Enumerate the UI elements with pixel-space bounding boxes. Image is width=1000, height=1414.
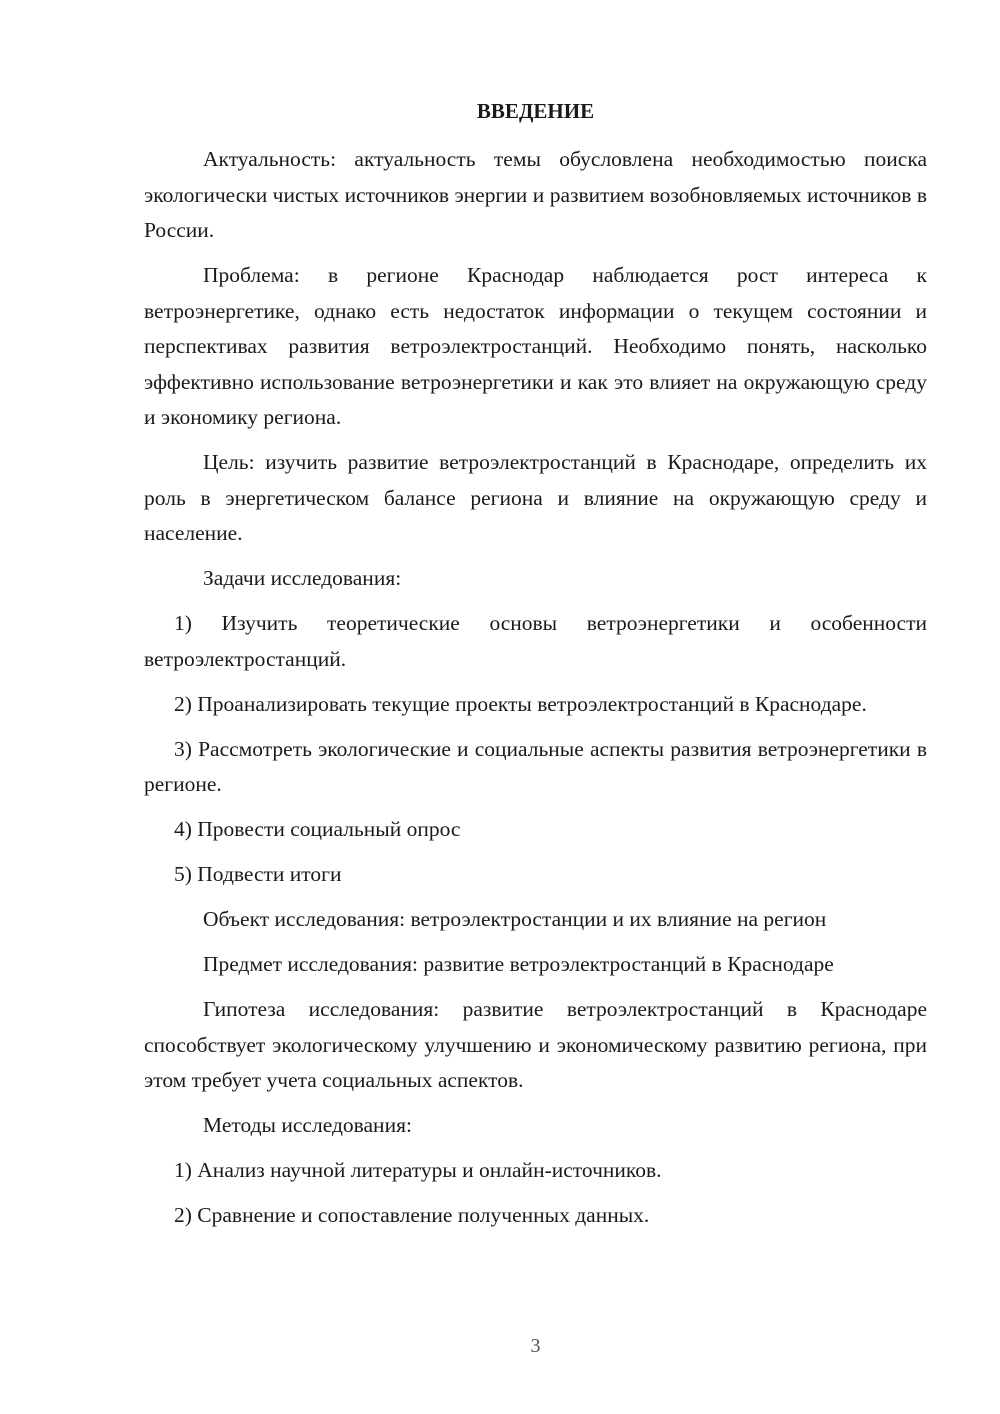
page-number: 3 bbox=[530, 1335, 541, 1357]
task-item-1: 1) Изучить теоретические основы ветроэнергетики и особенности ветроэлектростанций. bbox=[144, 611, 927, 671]
paragraph-methods-heading: Методы исследования: bbox=[203, 1113, 412, 1137]
paragraph-object: Объект исследования: ветроэлектростанции и их влияние на регион bbox=[203, 907, 827, 931]
paragraph-problem: Проблема: в регионе Краснодар наблюдается рост интереса к ветроэнергетике, однако есть недостаток информации о текущем состоянии и перспективах развития ветроэлектростанций. Необходимо понять, насколько эффективно использование ветроэнергетики и как это влияет на окружающую среду и экономику региона. bbox=[144, 263, 927, 429]
paragraph-hypothesis: Гипотеза исследования: развитие ветроэлектростанций в Краснодаре способствует экологическому улучшению и экономическому развитию региона, при этом требует учета социальных аспектов. bbox=[144, 997, 927, 1092]
document-body bbox=[144, 142, 927, 1243]
paragraph-tasks-heading: Задачи исследования: bbox=[203, 566, 402, 590]
page-title: ВВЕДЕНИЕ bbox=[476, 99, 595, 123]
method-item-2: 2) Сравнение и сопоставление полученных данных. bbox=[174, 1203, 650, 1227]
task-item-5: 5) Подвести итоги bbox=[174, 862, 342, 886]
paragraph-goal: Цель: изучить развитие ветроэлектростанций в Краснодаре, определить их роль в энергетическом балансе региона и влияние на окружающую среду и население. bbox=[144, 450, 927, 545]
paragraph-subject: Предмет исследования: развитие ветроэлектростанций в Краснодаре bbox=[203, 952, 834, 976]
method-item-1: 1) Анализ научной литературы и онлайн-источников. bbox=[174, 1158, 662, 1182]
task-item-2: 2) Проанализировать текущие проекты ветроэлектростанций в Краснодаре. bbox=[174, 691, 867, 716]
paragraph-relevance: Актуальность: актуальность темы обусловлена необходимостью поиска экологически чистых источников энергии и развитием возобновляемых источников в России. bbox=[144, 147, 927, 242]
task-item-3: 3) Рассмотреть экологические и социальные аспекты развития ветроэнергетики в регионе. bbox=[144, 736, 927, 796]
document-page bbox=[144, 0, 927, 1414]
task-item-4: 4) Провести социальный опрос bbox=[174, 817, 461, 841]
